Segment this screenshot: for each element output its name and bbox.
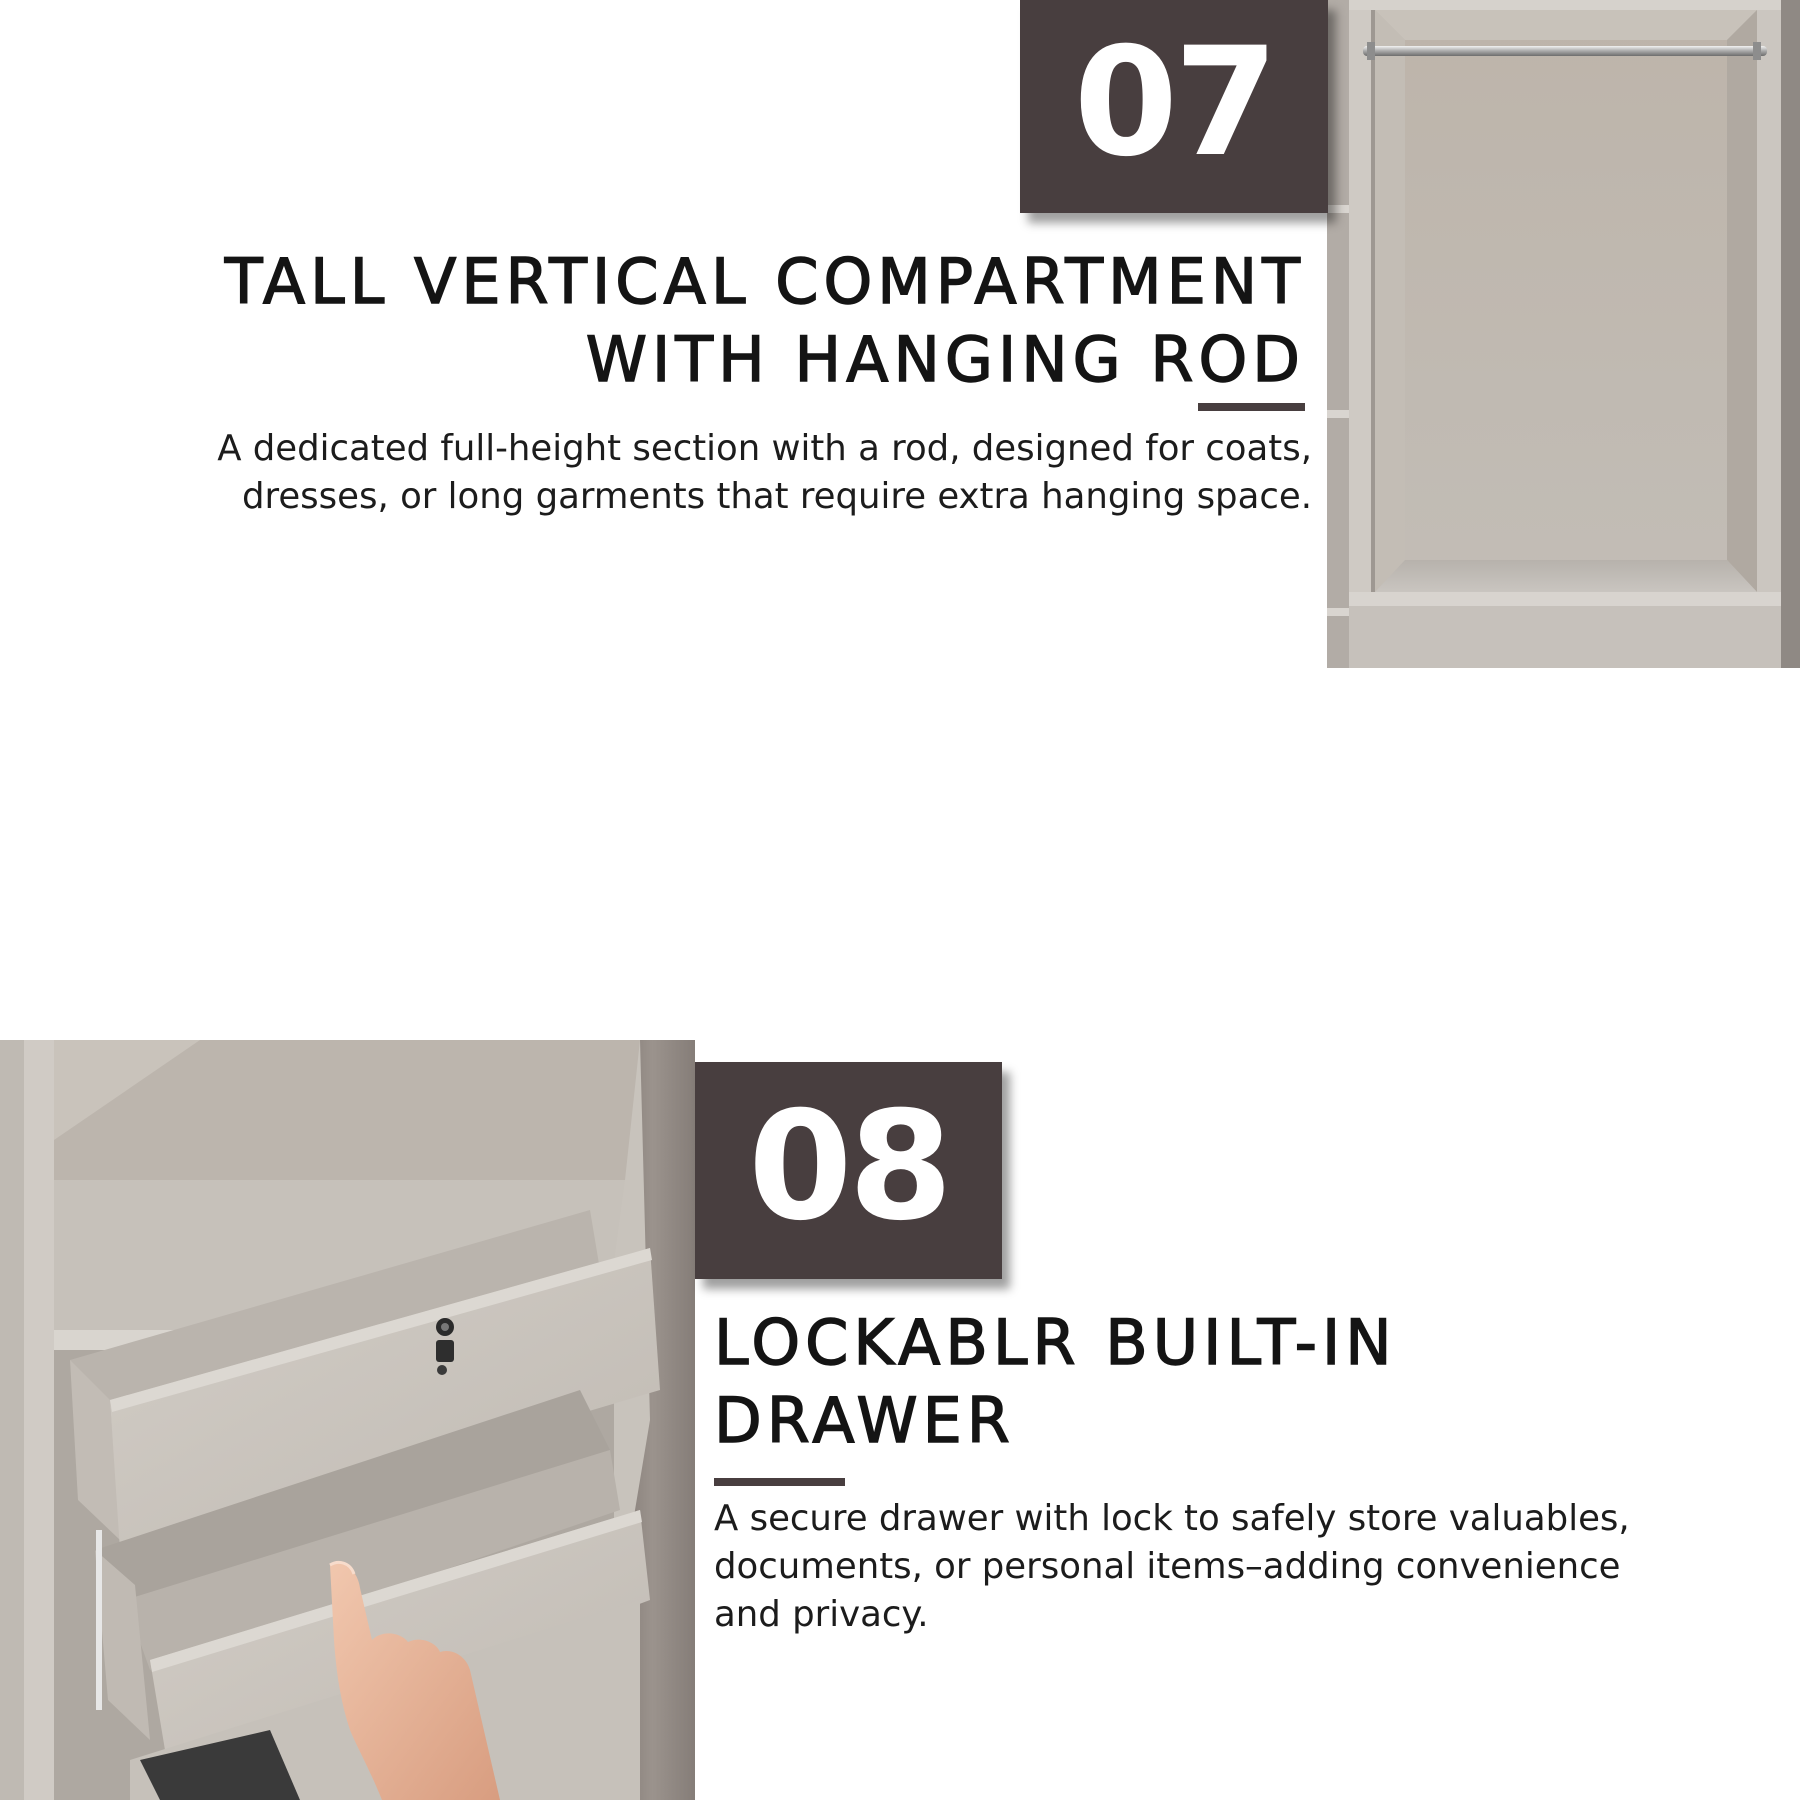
feature-number-badge [1020,0,1328,213]
feature-title [225,243,1305,399]
lockable-drawer-photo [0,1040,695,1800]
wardrobe-hanging-compartment-photo [1327,0,1800,668]
feature-title-line: DRAWER [714,1384,1015,1457]
feature-description [217,425,1312,521]
feature-title-line: LOCKABLR BUILT-IN [714,1306,1397,1379]
feature-description-line: A dedicated full-height section with a rod, designed for coats, [217,428,1312,469]
feature-description-line: documents, or personal items–adding convenience [714,1546,1621,1587]
feature-number: 07 [1073,15,1275,190]
feature-title-line: TALL VERTICAL COMPARTMENT [224,245,1305,318]
feature-description-line: dresses, or long garments that require extra hanging space. [241,476,1312,517]
feature-description [714,1495,1630,1639]
feature-description-line: A secure drawer with lock to safely store valuables, [714,1498,1630,1539]
title-underline-divider [1198,403,1305,411]
feature-number: 08 [748,1079,949,1254]
title-underline-divider [714,1478,845,1486]
feature-title [714,1304,1397,1460]
feature-title-line: WITH HANGING ROD [585,323,1305,396]
feature-description-line: and privacy. [714,1594,929,1635]
feature-number-badge [695,1062,1002,1279]
